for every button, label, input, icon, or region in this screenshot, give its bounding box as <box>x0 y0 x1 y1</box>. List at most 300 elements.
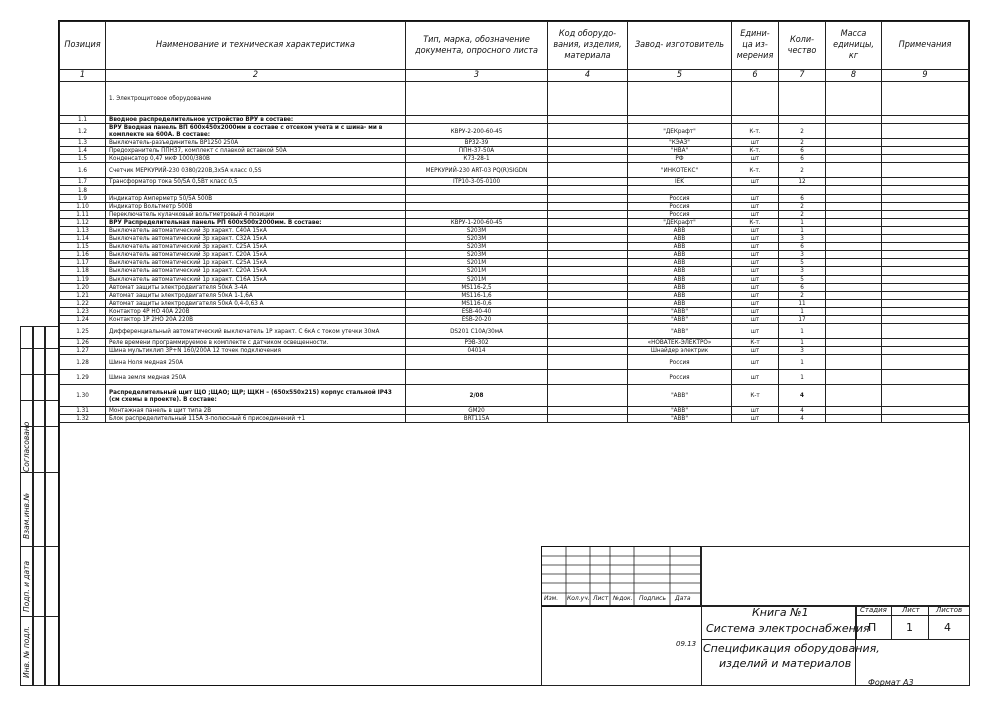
table-row <box>60 155 969 163</box>
cell-note <box>882 178 969 186</box>
cell-pos: 1.10 <box>60 202 106 210</box>
header-maker: Завод- изготовитель <box>628 22 732 70</box>
cell-note <box>882 210 969 218</box>
cell-mass <box>826 355 882 370</box>
cell-maker: "АВВ" <box>628 385 732 407</box>
cell-unit: К-т. <box>732 163 779 178</box>
cell-name: Автомат защиты электродвигателя 50кА 3-4А <box>106 283 406 291</box>
cell-unit: шт <box>732 202 779 210</box>
section-title: 1. Электрощитовое оборудование <box>106 82 406 116</box>
table-row <box>60 139 969 147</box>
cell-pos: 1.11 <box>60 210 106 218</box>
cell-pos: 1.2 <box>60 124 106 139</box>
cell-name: Вводное распределительное устройство ВРУ в составе: <box>106 116 406 124</box>
cell-name: Шина Ноля медная 250А <box>106 355 406 370</box>
doc-code: 09.13 <box>676 640 697 648</box>
cell-note <box>882 339 969 347</box>
cell-code <box>548 202 628 210</box>
table-row <box>60 243 969 251</box>
cell-pos: 1.9 <box>60 194 106 202</box>
table-row <box>60 178 969 186</box>
cell-mass <box>826 275 882 283</box>
section-row <box>60 82 969 116</box>
podp-data-label: Подп. и дата <box>22 560 31 612</box>
cell-code <box>548 339 628 347</box>
cell-pos: 1.28 <box>60 355 106 370</box>
cell-maker: АВВ <box>628 283 732 291</box>
table-row <box>60 299 969 307</box>
header-unit: Едини- ца из- мерения <box>732 22 779 70</box>
cell-unit: шт <box>732 299 779 307</box>
cell-mass <box>826 291 882 299</box>
cell-name: Выключатель автоматический 1р характ. С20А 15кА <box>106 267 406 275</box>
cell-mass <box>826 124 882 139</box>
cell-note <box>882 355 969 370</box>
cell-mass <box>826 370 882 385</box>
table-row <box>60 267 969 275</box>
cell-name: Выключатель автоматический 3р характ. С20А 15кА <box>106 251 406 259</box>
table-row <box>60 218 969 226</box>
colnum: 9 <box>882 70 969 82</box>
cell-qty: 1 <box>779 218 826 226</box>
cell-note <box>882 116 969 124</box>
cell-mass <box>826 307 882 315</box>
cell-pos: 1.7 <box>60 178 106 186</box>
cell-code <box>548 194 628 202</box>
cell-qty: 2 <box>779 291 826 299</box>
cell-note <box>882 385 969 407</box>
cell-mass <box>826 283 882 291</box>
cell-maker: АВВ <box>628 235 732 243</box>
cell-qty: 4 <box>779 385 826 407</box>
cell-maker: РФ <box>628 155 732 163</box>
colnum: 7 <box>779 70 826 82</box>
cell-code <box>548 163 628 178</box>
cell-name: ВРУ Вводная панель ВП 600x450x2000мм в составе с отсеком учета и с шина- ми в комплекте на 600А. В составе: <box>106 124 406 139</box>
cell-type: S203M <box>406 226 548 234</box>
cell-note <box>882 299 969 307</box>
cell-type: КВРУ-2-200-60-45 <box>406 124 548 139</box>
cell-note <box>882 347 969 355</box>
cell-note <box>882 291 969 299</box>
cell-unit: К-т. <box>732 218 779 226</box>
cell-maker: "ДЕКрафт" <box>628 124 732 139</box>
cell-qty: 1 <box>779 370 826 385</box>
header-name: Наименование и техническая характеристика <box>106 22 406 70</box>
cell-code <box>548 275 628 283</box>
soglasovano-label: Согласовано <box>22 421 31 472</box>
cell-pos: 1.1 <box>60 116 106 124</box>
cell-qty: 17 <box>779 315 826 323</box>
table-row <box>60 163 969 178</box>
cell-mass <box>826 163 882 178</box>
cell-type <box>406 116 548 124</box>
cell-mass <box>826 202 882 210</box>
cell-maker: АВВ <box>628 251 732 259</box>
cell-note <box>882 307 969 315</box>
cell-type: ESB-40-40 <box>406 307 548 315</box>
cell-qty <box>779 186 826 194</box>
cell-name: ВРУ Распределительная панель РП 600x500x2000мм. В составе: <box>106 218 406 226</box>
cell-name: Шина мультиклип 3Р+N 160/200А 12 точек подключения <box>106 347 406 355</box>
cell-unit: шт <box>732 355 779 370</box>
cell-mass <box>826 218 882 226</box>
cell-type <box>406 202 548 210</box>
cell-unit: шт <box>732 235 779 243</box>
cell-maker: "ДЕКрафт" <box>628 218 732 226</box>
cell-qty: 6 <box>779 194 826 202</box>
cell-name: Индикатор Амперметр 50/5А 500В <box>106 194 406 202</box>
cell-type: S201M <box>406 259 548 267</box>
cell-pos: 1.8 <box>60 186 106 194</box>
table-row <box>60 124 969 139</box>
cell-unit: шт <box>732 407 779 415</box>
cell-maker: АВВ <box>628 226 732 234</box>
cell-mass <box>826 186 882 194</box>
cell-maker: Россия <box>628 370 732 385</box>
cell-qty: 2 <box>779 202 826 210</box>
cell-note <box>882 186 969 194</box>
cell-type <box>406 370 548 385</box>
cell-mass <box>826 315 882 323</box>
cell-mass <box>826 243 882 251</box>
cell-name: Индикатор Вольтметр 500В <box>106 202 406 210</box>
cell-mass <box>826 415 882 423</box>
cell-maker: IEK <box>628 178 732 186</box>
cell-code <box>548 315 628 323</box>
cell-code <box>548 218 628 226</box>
table-row <box>60 283 969 291</box>
cell-name: Предохранитель ППН37, комплект с плавкой вставкой 50А <box>106 147 406 155</box>
cell-name: Автомат защиты электродвигателя 50кА 1-1,6А <box>106 291 406 299</box>
cell-maker: Россия <box>628 210 732 218</box>
cell-maker: Россия <box>628 194 732 202</box>
cell-mass <box>826 194 882 202</box>
cell-note <box>882 218 969 226</box>
sheets-header: Листов <box>936 606 963 614</box>
cell-unit: К-т. <box>732 147 779 155</box>
cell-code <box>548 226 628 234</box>
cell-unit: шт <box>732 226 779 234</box>
cell-type: ESB-20-20 <box>406 315 548 323</box>
cell-pos: 1.29 <box>60 370 106 385</box>
cell-mass <box>826 324 882 339</box>
doc-title-1: Спецификация оборудования, <box>703 642 880 655</box>
table-row <box>60 415 969 423</box>
cell-unit: К-т <box>732 339 779 347</box>
cell-unit: шт <box>732 251 779 259</box>
header-type: Тип, марка, обозначение документа, опросного листа <box>406 22 548 70</box>
table-row <box>60 370 969 385</box>
cell-code <box>548 324 628 339</box>
table-row <box>60 291 969 299</box>
cell-name: Шина земля медная 250А <box>106 370 406 385</box>
colnum: 1 <box>60 70 106 82</box>
cell-qty: 1 <box>779 226 826 234</box>
cell-type: РЭВ-302 <box>406 339 548 347</box>
cell-note <box>882 275 969 283</box>
cell-mass <box>826 147 882 155</box>
cell-unit: шт <box>732 283 779 291</box>
cell-unit: шт <box>732 210 779 218</box>
cell-code <box>548 147 628 155</box>
cell-pos: 1.19 <box>60 275 106 283</box>
cell-name: Переключатель кулачковый вольтметровый 4 позиции <box>106 210 406 218</box>
table-row <box>60 210 969 218</box>
cell-name: Распределительный щит ЩО ;ЩАО; ЩР; ЩКН – (650x550x215) корпус стальной IP43 (см схемы в проекте). В составе: <box>106 385 406 407</box>
cell-qty: 1 <box>779 339 826 347</box>
table-row <box>60 186 969 194</box>
cell-pos: 1.20 <box>60 283 106 291</box>
cell-type: ITP10-3-05-0100 <box>406 178 548 186</box>
cell-note <box>882 415 969 423</box>
cell-mass <box>826 210 882 218</box>
format-label: Формат А3 <box>868 678 914 687</box>
cell-mass <box>826 116 882 124</box>
cell-mass <box>826 299 882 307</box>
cell-name: Контактор 1Р 2НО 20А 220В <box>106 315 406 323</box>
cell-maker <box>628 116 732 124</box>
table-row <box>60 235 969 243</box>
stage-value: П <box>868 621 877 634</box>
cell-code <box>548 283 628 291</box>
cell-code <box>548 243 628 251</box>
cell-note <box>882 155 969 163</box>
cell-pos: 1.18 <box>60 267 106 275</box>
cell-maker: "АВВ" <box>628 407 732 415</box>
cell-type <box>406 194 548 202</box>
cell-maker: Шнайдер электрик <box>628 347 732 355</box>
cell-type: S203M <box>406 243 548 251</box>
cell-note <box>882 324 969 339</box>
cell-pos: 1.25 <box>60 324 106 339</box>
cell-pos: 1.21 <box>60 291 106 299</box>
cell-note <box>882 251 969 259</box>
vzam-inv-label: Взам.инв.№ <box>22 492 31 539</box>
cell-pos: 1.6 <box>60 163 106 178</box>
cell-mass <box>826 407 882 415</box>
cell-mass <box>826 226 882 234</box>
spec-rows <box>60 82 969 423</box>
cell-name: Выключатель автоматический 3р характ. С40А 15кА <box>106 226 406 234</box>
cell-code <box>548 139 628 147</box>
cell-type: S201M <box>406 267 548 275</box>
cell-maker: Россия <box>628 202 732 210</box>
cell-type: GM20 <box>406 407 548 415</box>
cell-code <box>548 210 628 218</box>
cell-type <box>406 210 548 218</box>
table-row <box>60 307 969 315</box>
cell-unit: шт <box>732 307 779 315</box>
cell-qty: 5 <box>779 259 826 267</box>
cell-maker: "НВА" <box>628 147 732 155</box>
cell-pos: 1.4 <box>60 147 106 155</box>
colnum: 4 <box>548 70 628 82</box>
cell-qty <box>779 116 826 124</box>
cell-note <box>882 315 969 323</box>
inv-podl-label: Инв. № подл. <box>22 626 31 678</box>
cell-note <box>882 283 969 291</box>
sheet-value: 1 <box>906 621 913 634</box>
cell-note <box>882 407 969 415</box>
cell-code <box>548 235 628 243</box>
header-note: Примечания <box>882 22 969 70</box>
table-row <box>60 116 969 124</box>
header-mass: Масса единицы, кг <box>826 22 882 70</box>
cell-type: DS201 C10A/30мА <box>406 324 548 339</box>
header-row <box>60 22 969 70</box>
cell-maker: "АВВ" <box>628 415 732 423</box>
cell-type: ВР32-39 <box>406 139 548 147</box>
table-row <box>60 339 969 347</box>
cell-code <box>548 370 628 385</box>
cell-code <box>548 347 628 355</box>
cell-name: Монтажная панель в щит типа 2В <box>106 407 406 415</box>
cell-maker: "АВВ" <box>628 315 732 323</box>
cell-maker: "АВВ" <box>628 307 732 315</box>
cell-unit: шт <box>732 347 779 355</box>
table-row <box>60 194 969 202</box>
table-row <box>60 407 969 415</box>
cell-note <box>882 259 969 267</box>
cell-unit <box>732 116 779 124</box>
cell-type: S203M <box>406 235 548 243</box>
cell-maker: "АВВ" <box>628 324 732 339</box>
cell-pos: 1.27 <box>60 347 106 355</box>
cell-type <box>406 355 548 370</box>
table-row <box>60 315 969 323</box>
cell-mass <box>826 155 882 163</box>
cell-code <box>548 415 628 423</box>
rev-list: Лист <box>593 595 609 602</box>
cell-maker: АВВ <box>628 299 732 307</box>
cell-code <box>548 299 628 307</box>
cell-maker: "КЭАЗ" <box>628 139 732 147</box>
cell-unit: шт <box>732 139 779 147</box>
cell-maker: "ИНКОТЕКС" <box>628 163 732 178</box>
cell-maker: АВВ <box>628 267 732 275</box>
header-qty: Коли- чество <box>779 22 826 70</box>
cell-note <box>882 163 969 178</box>
colnum: 2 <box>106 70 406 82</box>
cell-maker <box>628 186 732 194</box>
cell-maker: АВВ <box>628 291 732 299</box>
table-row <box>60 385 969 407</box>
table-row <box>60 355 969 370</box>
cell-code <box>548 251 628 259</box>
cell-code <box>548 116 628 124</box>
cell-qty: 1 <box>779 307 826 315</box>
cell-note <box>882 124 969 139</box>
cell-unit: шт <box>732 194 779 202</box>
cell-name: Блок распределительный 115А 3-полюсный 6 присоединений +1 <box>106 415 406 423</box>
cell-note <box>882 147 969 155</box>
cell-unit: шт <box>732 291 779 299</box>
cell-name: Конденсатор 0,47 мкФ 1000/380В <box>106 155 406 163</box>
cell-pos: 1.31 <box>60 407 106 415</box>
cell-qty: 4 <box>779 407 826 415</box>
cell-qty: 1 <box>779 355 826 370</box>
cell-qty: 6 <box>779 147 826 155</box>
cell-unit: шт <box>732 178 779 186</box>
cell-name: Выключатель автоматический 1р характ. С16А 15кА <box>106 275 406 283</box>
cell-maker: АВВ <box>628 259 732 267</box>
cell-type: КВРУ-1-200-60-45 <box>406 218 548 226</box>
cell-note <box>882 235 969 243</box>
cell-pos: 1.16 <box>60 251 106 259</box>
cell-unit: шт <box>732 259 779 267</box>
cell-mass <box>826 235 882 243</box>
cell-qty: 11 <box>779 299 826 307</box>
cell-qty: 4 <box>779 415 826 423</box>
cell-unit: шт <box>732 275 779 283</box>
cell-code <box>548 355 628 370</box>
system-title: Система электроснабжения <box>706 622 870 635</box>
cell-unit: К-т. <box>732 124 779 139</box>
cell-pos: 1.3 <box>60 139 106 147</box>
cell-code <box>548 291 628 299</box>
cell-code <box>548 259 628 267</box>
cell-maker: Россия <box>628 355 732 370</box>
colnum: 6 <box>732 70 779 82</box>
cell-unit: шт <box>732 155 779 163</box>
cell-name: Выключатель-разъединитель ВР1250 250А <box>106 139 406 147</box>
header-pos: Позиция <box>60 22 106 70</box>
cell-pos: 1.14 <box>60 235 106 243</box>
cell-code <box>548 186 628 194</box>
cell-qty: 1 <box>779 324 826 339</box>
cell-qty: 2 <box>779 163 826 178</box>
cell-qty: 6 <box>779 283 826 291</box>
cell-type: BRT115А <box>406 415 548 423</box>
cell-note <box>882 267 969 275</box>
cell-pos: 1.23 <box>60 307 106 315</box>
cell-name: Контактор 4Р НО 40А 220В <box>106 307 406 315</box>
cell-unit: шт <box>732 267 779 275</box>
cell-type: К73-28-1 <box>406 155 548 163</box>
table-row <box>60 275 969 283</box>
cell-code <box>548 307 628 315</box>
cell-pos: 1.24 <box>60 315 106 323</box>
cell-name: Реле времени программируемое в комплекте с датчиком освещенности. <box>106 339 406 347</box>
cell-unit: шт <box>732 324 779 339</box>
cell-code <box>548 155 628 163</box>
cell-note <box>882 243 969 251</box>
cell-unit: шт <box>732 315 779 323</box>
cell-qty: 6 <box>779 155 826 163</box>
side-approval-strip <box>20 326 58 686</box>
table-row <box>60 324 969 339</box>
table-row <box>60 226 969 234</box>
rev-date: Дата <box>675 595 691 602</box>
cell-unit: К-т <box>732 385 779 407</box>
cell-mass <box>826 267 882 275</box>
cell-code <box>548 267 628 275</box>
cell-name: Дифференциальный автоматический выключатель 1Р характ. С 6кА с током утечки 30мА <box>106 324 406 339</box>
table-row <box>60 347 969 355</box>
cell-unit: шт <box>732 370 779 385</box>
cell-qty: 2 <box>779 124 826 139</box>
cell-name: Трансформатор тока 50/5А 0,5Вт класс 0,5 <box>106 178 406 186</box>
cell-unit <box>732 186 779 194</box>
cell-qty: 3 <box>779 267 826 275</box>
cell-type <box>406 186 548 194</box>
cell-name: Счетчик МЕРКУРИЙ-230 0380/220В,3x5А класс 0,5S <box>106 163 406 178</box>
cell-qty: 3 <box>779 347 826 355</box>
cell-name: Автомат защиты электродвигателя 50кА 0,4-0,63 А <box>106 299 406 307</box>
cell-qty: 3 <box>779 235 826 243</box>
cell-type: 04014 <box>406 347 548 355</box>
